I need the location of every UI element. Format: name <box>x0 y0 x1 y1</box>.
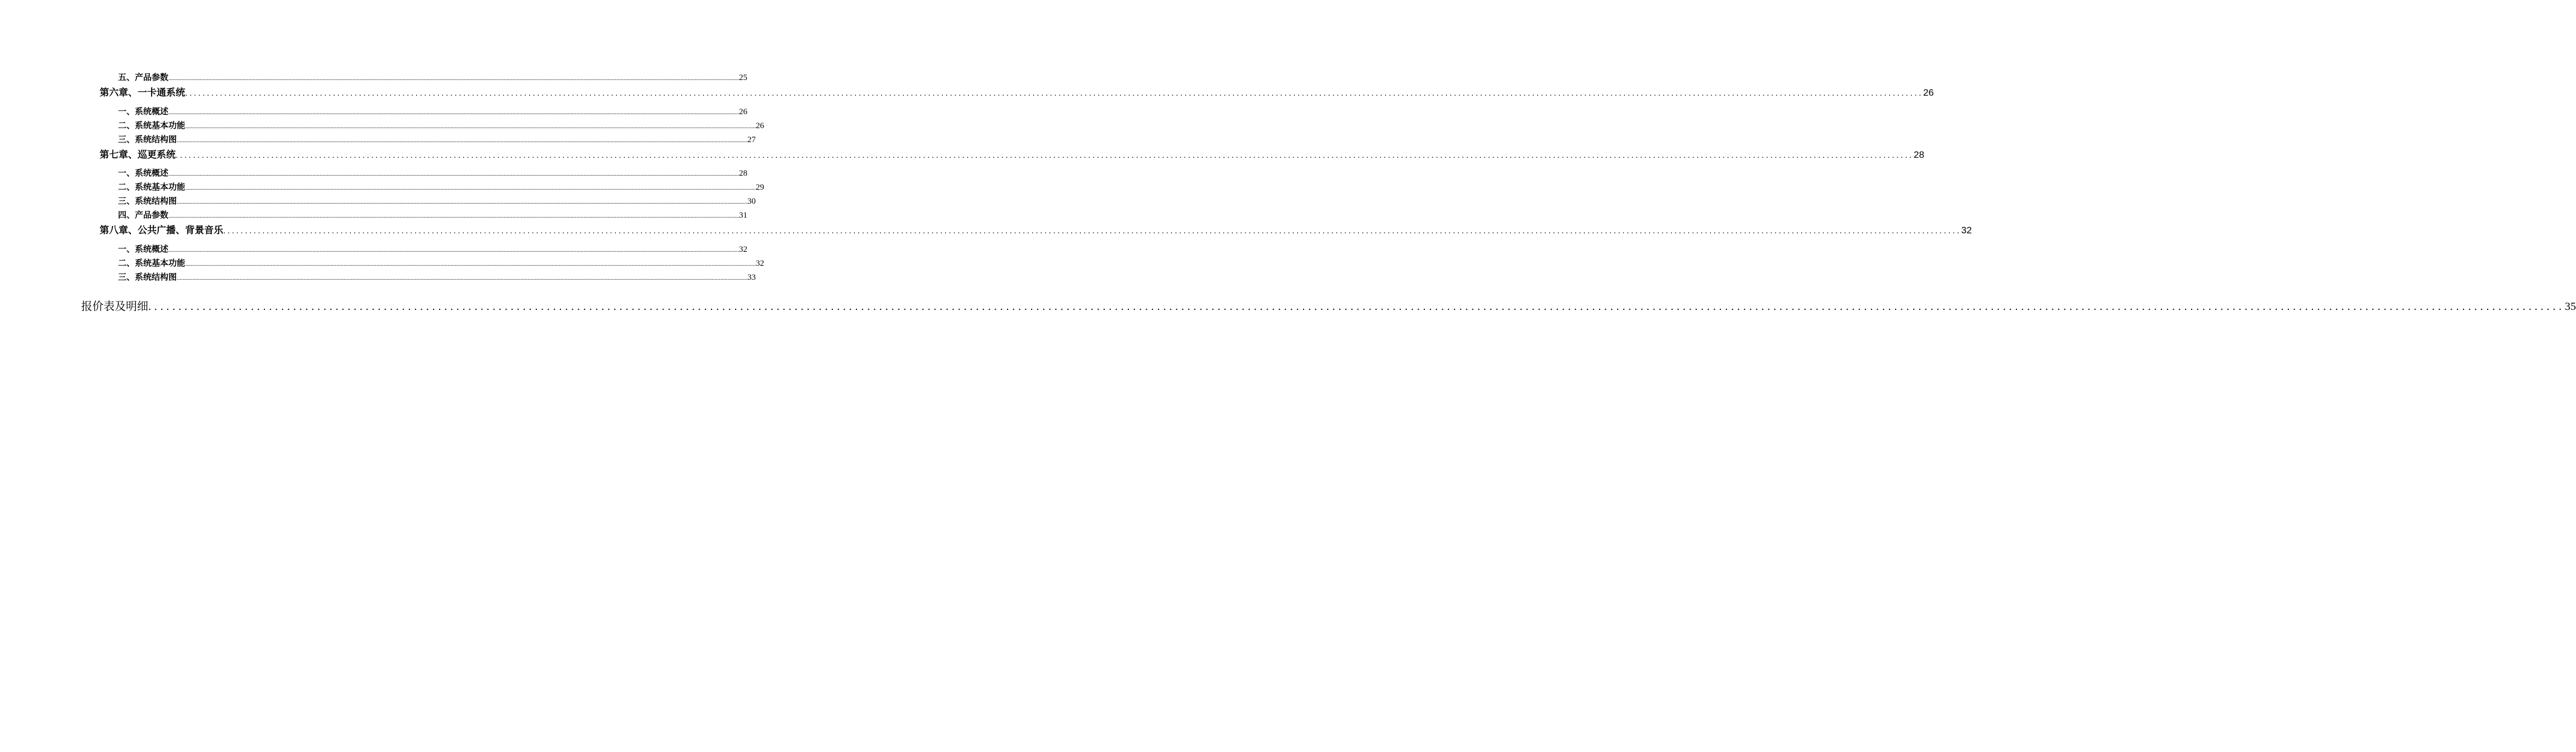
toc-entry-section[interactable] <box>118 209 748 220</box>
dot-leader: ................................................................................................................................................................................................................................................................................................................................................................................................................ <box>185 185 756 191</box>
toc-entry-page: 29 <box>756 183 765 192</box>
toc-entry-page: 32 <box>756 259 765 268</box>
toc-entry-label: 一、系统概述 <box>118 106 169 116</box>
toc-entry-label: 二、系统基本功能 <box>118 182 186 192</box>
dot-leader: ................................................................................................................................................................................................................................................................................................................................................................................................................ <box>185 88 1923 98</box>
toc-entry-section[interactable] <box>118 133 756 144</box>
dot-leader: ................................................................................................................................................................................................................................................................................................................................................................................................................ <box>177 275 748 281</box>
toc-entry-chapter[interactable] <box>100 222 1972 236</box>
dot-leader: ................................................................................................................................................................................................................................................................................................................................................................................................................ <box>185 123 756 130</box>
toc-entry-label: 五、产品参数 <box>118 72 169 82</box>
toc-entry-page: 32 <box>739 245 748 254</box>
dot-leader: ................................................................................................................................................................................................................................................................................................................................................................................................................ <box>176 151 1914 160</box>
toc-entry-label: 一、系统概述 <box>118 168 169 178</box>
toc-entry-label: 二、系统基本功能 <box>118 258 186 268</box>
dot-leader: ................................................................................................................................................................................................................................................................................................................................................................................................................ <box>177 137 748 144</box>
toc-entry-page: 28 <box>739 169 748 178</box>
toc-entry-label: 二、系统基本功能 <box>118 120 186 130</box>
toc-entry-label: 第七章、巡更系统 <box>100 149 176 161</box>
dot-leader: ................................................................................................................................................................................................................................................................................................................................................................................................................ <box>168 213 740 219</box>
toc-entry-label: 第六章、一卡通系统 <box>100 87 185 98</box>
toc-entry-section[interactable] <box>118 119 765 130</box>
toc-entry-section[interactable] <box>118 243 748 254</box>
toc-entry-label: 三、系统结构图 <box>118 134 177 144</box>
toc-entry-page: 28 <box>1914 149 1924 160</box>
toc-entry-section[interactable] <box>118 271 756 282</box>
toc-entry-page: 26 <box>1923 87 1934 98</box>
toc-entry-section[interactable] <box>118 71 748 82</box>
toc-entry-page: 31 <box>739 211 748 220</box>
toc-entry-page: 32 <box>1961 225 1972 236</box>
toc-entry-label: 一、系统概述 <box>118 244 169 254</box>
toc-entry-section[interactable] <box>118 181 765 192</box>
toc-entry-chapter[interactable] <box>100 84 1934 98</box>
toc-entry-section[interactable] <box>118 167 748 178</box>
dot-leader: ................................................................................................................................................................................................................................................................................................................................................................................................................ <box>168 171 740 177</box>
dot-leader: ................................................................................................................................................................................................................................................................................................................................................................................................................ <box>168 247 740 253</box>
toc-entry-label: 四、产品参数 <box>118 210 169 220</box>
toc-entry-section[interactable] <box>118 257 765 268</box>
toc-entry-section[interactable] <box>118 195 756 206</box>
dot-leader: ................................................................................................................................................................................................................................................................................................................................................................................................................ <box>168 109 740 116</box>
toc-entry-label: 报价表及明细 <box>81 299 148 313</box>
toc-entry-label: 第八章、公共广播、背景音乐 <box>100 225 223 236</box>
toc-entry-page: 35 <box>2565 300 2576 313</box>
toc-entry-page: 26 <box>756 121 765 130</box>
toc-entry-label: 三、系统结构图 <box>118 196 177 206</box>
toc-entry-page: 30 <box>747 197 756 206</box>
toc-entry-page: 25 <box>739 73 748 82</box>
toc-entry-page: 33 <box>747 273 756 282</box>
toc-entry-label: 三、系统结构图 <box>118 272 177 282</box>
dot-leader: ................................................................................................................................................................................................................................................................................................................................................................................................................ <box>223 226 1961 236</box>
dot-leader: ................................................................................................................................................................................................................................................................................................................................................................................................................ <box>168 75 740 82</box>
toc-entry-chapter[interactable] <box>100 147 1924 161</box>
toc-entry-top-level[interactable] <box>81 297 2576 313</box>
toc-entry-page: 26 <box>739 107 748 116</box>
toc-entry-section[interactable] <box>118 105 748 116</box>
dot-leader: ................................................................................................................................................................................................................................................................................................................................................................................................................ <box>185 261 756 267</box>
toc-entry-page: 27 <box>747 135 756 144</box>
dot-leader: ................................................................................................................................................................................................................................................................................................................................................................................................................ <box>148 300 2565 313</box>
dot-leader: ................................................................................................................................................................................................................................................................................................................................................................................................................ <box>177 199 748 205</box>
